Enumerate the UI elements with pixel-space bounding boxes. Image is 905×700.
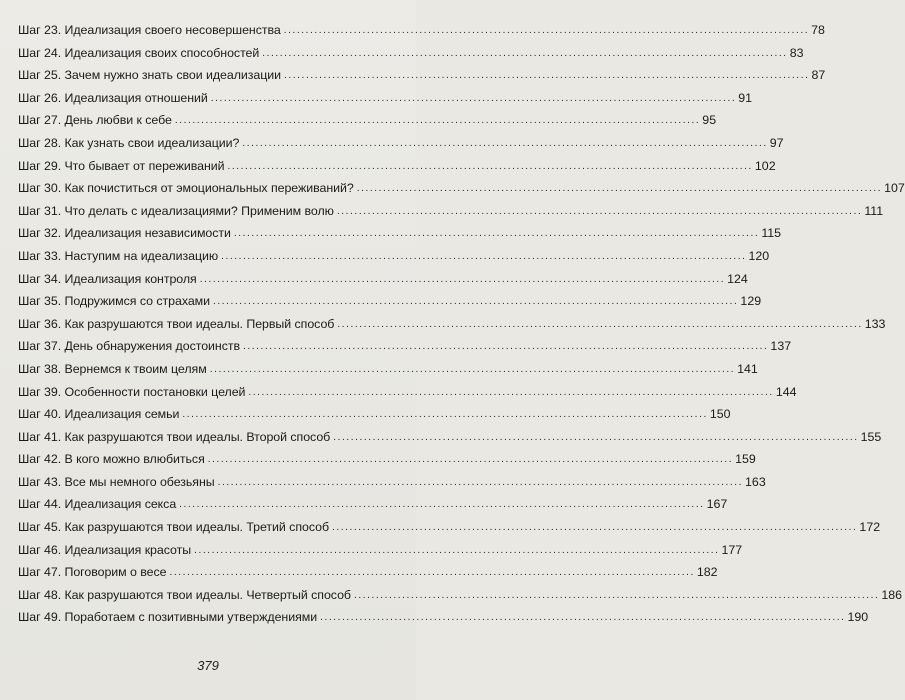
toc-entry-page: 182 [696, 565, 718, 580]
table-of-contents [18, 19, 905, 629]
toc-entry-page: 102 [754, 158, 776, 173]
toc-entry [18, 493, 728, 516]
toc-entry-page: 78 [811, 23, 825, 37]
toc-entry [18, 268, 748, 291]
dot-leader: ........................................................................................................................ [210, 92, 737, 104]
dot-leader: ........................................................................................................................ [174, 115, 701, 127]
toc-entry-page: 95 [702, 113, 717, 128]
toc-entry-title: Шаг 46. Идеализация красоты [18, 542, 192, 557]
toc-entry-title: Шаг 27. День любви к себе [18, 113, 172, 128]
dot-leader: ........................................................................................................................ [207, 454, 734, 466]
toc-entry-title: Шаг 24. Идеализация своих способностей [18, 45, 260, 60]
toc-entry [18, 561, 718, 584]
dot-leader: ........................................................................................................................ [337, 318, 863, 330]
toc-entry-title: Шаг 30. Как почиститься от эмоциональных переживаний? [18, 181, 354, 196]
page-number: 379 [197, 658, 219, 673]
toc-entry [18, 471, 766, 494]
dot-leader: ........................................................................................................................ [320, 612, 846, 624]
toc-entry-title: Шаг 41. Как разрушаются твои идеалы. Второй способ [18, 429, 331, 444]
toc-entry-page: 97 [769, 135, 784, 150]
toc-entry-title: Шаг 23. Идеализация своего несовершенства [18, 23, 281, 37]
toc-entry [18, 87, 752, 110]
toc-entry [18, 155, 776, 178]
dot-leader: ........................................................................................................................ [169, 567, 695, 579]
toc-entry-page: 124 [727, 271, 748, 286]
toc-entry-title: Шаг 32. Идеализация независимости [18, 226, 231, 241]
toc-entry [18, 539, 743, 562]
toc-entry [18, 200, 884, 223]
toc-entry [18, 516, 881, 539]
toc-entry-page: 115 [761, 226, 782, 241]
toc-entry-title: Шаг 35. Подружимся со страхами [18, 294, 211, 309]
toc-entry [18, 358, 758, 381]
toc-entry-page: 144 [775, 384, 797, 399]
toc-entry-page: 133 [864, 316, 886, 331]
toc-entry-page: 186 [881, 587, 903, 602]
dot-leader: ........................................................................................................................ [227, 160, 753, 172]
dot-leader: ........................................................................................................................ [233, 228, 760, 240]
dot-leader: ........................................................................................................................ [242, 137, 768, 149]
toc-entry [18, 313, 886, 336]
dot-leader: ........................................................................................................................ [209, 363, 736, 375]
toc-entry [18, 245, 770, 268]
toc-entry [18, 177, 905, 200]
toc-entry [18, 19, 825, 42]
toc-entry-title: Шаг 43. Все мы немного обезьяны [18, 474, 215, 489]
toc-entry-title: Шаг 45. Как разрушаются твои идеалы. Третий способ [18, 520, 330, 535]
dot-leader: ........................................................................................................................ [333, 431, 859, 443]
toc-entry-title: Шаг 26. Идеализация отношений [18, 90, 208, 105]
toc-entry [18, 584, 903, 607]
toc-entry [18, 290, 762, 313]
toc-entry-page: 111 [864, 203, 884, 218]
toc-entry [18, 42, 804, 65]
toc-entry-page: 172 [859, 520, 881, 535]
toc-entry [18, 381, 797, 404]
toc-entry-page: 137 [770, 339, 792, 354]
dot-leader: ........................................................................................................................ [243, 341, 769, 353]
toc-entry-page: 159 [735, 452, 756, 467]
toc-entry-page: 177 [721, 542, 743, 557]
toc-entry-title: Шаг 42. В кого можно влюбиться [18, 452, 205, 467]
toc-entry-page: 167 [706, 497, 728, 512]
toc-entry-title: Шаг 39. Особенности постановки целей [18, 384, 246, 399]
toc-entry [18, 222, 782, 245]
dot-leader: ........................................................................................................................ [182, 409, 708, 421]
toc-entry [18, 132, 784, 155]
toc-entry [18, 64, 826, 87]
toc-entry-title: Шаг 44. Идеализация секса [18, 497, 177, 512]
dot-leader: ........................................................................................................................ [199, 273, 726, 285]
toc-entry-page: 190 [847, 610, 869, 625]
toc-entry [18, 426, 882, 449]
toc-entry-page: 107 [884, 181, 905, 196]
toc-entry-title: Шаг 47. Поговорим о весе [18, 565, 167, 580]
toc-entry-title: Шаг 33. Наступим на идеализацию [18, 248, 219, 263]
dot-leader: ........................................................................................................................ [356, 183, 883, 195]
dot-leader: ........................................................................................................................ [353, 589, 880, 601]
toc-entry-title: Шаг 48. Как разрушаются твои идеалы. Четвертый способ [18, 587, 351, 602]
toc-entry-title: Шаг 34. Идеализация контроля [18, 271, 197, 286]
toc-entry-page: 91 [738, 90, 752, 105]
toc-entry-page: 141 [737, 361, 758, 376]
toc-entry-title: Шаг 37. День обнаружения достоинств [18, 339, 241, 354]
dot-leader: ........................................................................................................................ [336, 205, 863, 217]
toc-entry-page: 155 [860, 429, 882, 444]
toc-entry [18, 109, 717, 132]
dot-leader: ........................................................................................................................ [217, 476, 744, 488]
toc-entry-page: 129 [740, 294, 762, 309]
dot-leader: ........................................................................................................................ [248, 386, 774, 398]
dot-leader: ........................................................................................................................ [213, 296, 739, 308]
toc-entry-title: Шаг 31. Что делать с идеализациями? Применим волю [18, 203, 334, 218]
toc-entry-title: Шаг 49. Поработаем с позитивными утверждениями [18, 610, 318, 625]
dot-leader: ........................................................................................................................ [262, 47, 788, 59]
toc-entry-page: 83 [789, 45, 804, 60]
toc-entry-title: Шаг 25. Зачем нужно знать свои идеализации [18, 68, 282, 83]
toc-entry-title: Шаг 29. Что бывает от переживаний [18, 158, 225, 173]
toc-entry-page: 150 [709, 407, 731, 422]
toc-entry [18, 335, 792, 358]
toc-entry [18, 403, 731, 426]
toc-entry-page: 87 [811, 68, 826, 83]
toc-entry-title: Шаг 36. Как разрушаются твои идеалы. Первый способ [18, 316, 335, 331]
toc-entry-page: 163 [745, 474, 766, 489]
dot-leader: ........................................................................................................................ [284, 70, 810, 82]
dot-leader: ........................................................................................................................ [283, 25, 810, 36]
dot-leader: ........................................................................................................................ [194, 544, 720, 556]
toc-entry-title: Шаг 28. Как узнать свои идеализации? [18, 135, 240, 150]
dot-leader: ........................................................................................................................ [332, 522, 858, 534]
dot-leader: ........................................................................................................................ [221, 250, 747, 262]
toc-entry [18, 606, 869, 629]
toc-entry-page: 120 [748, 248, 770, 263]
toc-entry-title: Шаг 38. Вернемся к твоим целям [18, 361, 207, 376]
toc-entry [18, 448, 756, 471]
dot-leader: ........................................................................................................................ [179, 499, 705, 511]
toc-entry-title: Шаг 40. Идеализация семьи [18, 407, 180, 422]
